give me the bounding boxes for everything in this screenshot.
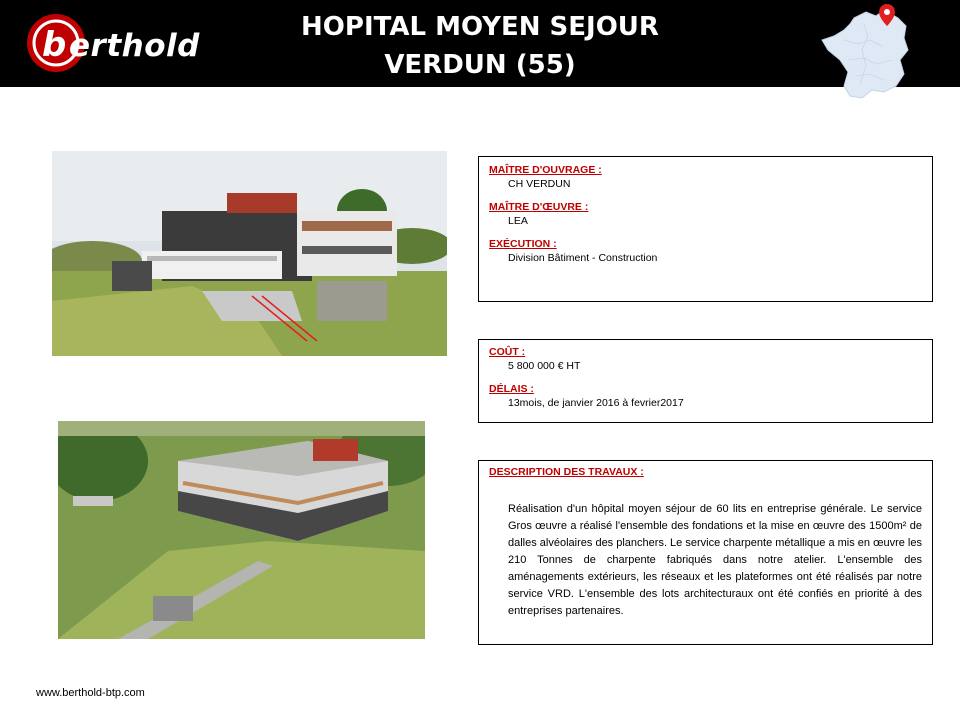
delais-label: DÉLAIS : <box>489 383 534 395</box>
maitre-ouvrage-label: MAÎTRE D'OUVRAGE : <box>489 164 602 176</box>
title-line-1: HOPITAL MOYEN SEJOUR <box>301 12 659 42</box>
cout-value: 5 800 000 € HT <box>508 360 581 372</box>
cout-label: COÛT : <box>489 346 526 358</box>
brand-name: erthold <box>69 28 200 64</box>
maitre-oeuvre-value: LEA <box>508 215 528 227</box>
website-link[interactable]: www.berthold-btp.com <box>36 687 145 699</box>
maitre-ouvrage-value: CH VERDUN <box>508 178 571 190</box>
france-map-icon <box>814 0 924 104</box>
page-title <box>280 8 680 84</box>
berthold-logo <box>25 12 225 74</box>
svg-text:b: b <box>42 25 67 65</box>
maitre-oeuvre-label: MAÎTRE D'ŒUVRE : <box>489 201 589 213</box>
project-info-box <box>478 156 933 302</box>
execution-label: EXÉCUTION : <box>489 238 557 250</box>
building-photo-front <box>52 151 447 356</box>
delais-value: 13mois, de janvier 2016 à fevrier2017 <box>508 397 684 409</box>
execution-value: Division Bâtiment - Construction <box>508 252 658 264</box>
description-text: Réalisation d'un hôpital moyen séjour de 60 lits en entreprise générale. Le service Gros œuvre a réalisé l'ensemble des fondations et la mise en œuvre des 1500m² de dalles alvéolaires des planchers. Le service charpente métallique a mis en œuvre les 210 Tonnes de charpente fabriqués dans notre atelier. L'ensemble des aménagements extérieurs, les réseaux et les plateformes ont été réalisés par notre service VRD. L'ensemble des lots architecturaux ont été confiés en priorité à des entreprises partenaires. <box>508 503 922 617</box>
building-photo-aerial <box>58 421 425 639</box>
description-label: DESCRIPTION DES TRAVAUX : <box>489 466 644 478</box>
title-line-2: VERDUN (55) <box>384 50 576 80</box>
cost-box <box>478 339 933 423</box>
description-box <box>478 460 933 645</box>
